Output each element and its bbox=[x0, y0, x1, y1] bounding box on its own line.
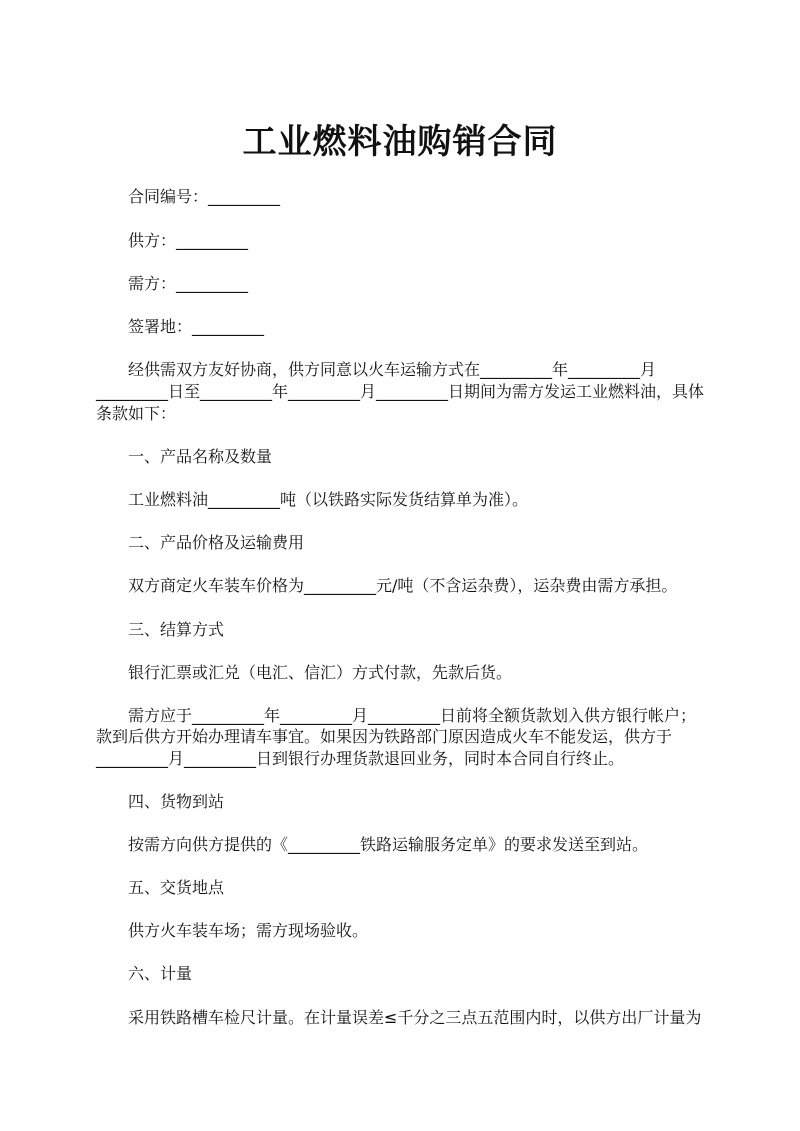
section-1-heading: 一、产品名称及数量 bbox=[128, 447, 273, 466]
contract-number-field: 合同编号：_________ bbox=[128, 187, 281, 206]
section-5-body: 供方火车装车场；需方现场验收。 bbox=[128, 921, 369, 940]
supplier-field: 供方：_________ bbox=[128, 231, 249, 250]
section-3-heading: 三、结算方式 bbox=[128, 620, 225, 639]
intro-line-2: _________日至_________年_________月_________日期间为需方发运工业燃料油，具体 bbox=[96, 382, 705, 401]
section-3-body-2-line-2: 款到后供方开始办理请车事宜。如果因为铁路部门原因造成火车不能发运，供方于 bbox=[96, 727, 673, 746]
section-3-body-2-line-3: _________月_________日到银行办理货款退回业务，同时本合同自行终止。 bbox=[96, 749, 625, 768]
intro-line-3: 条款如下： bbox=[96, 404, 177, 423]
buyer-field: 需方：_________ bbox=[128, 274, 249, 293]
page-title: 工业燃料油购销合同 bbox=[242, 122, 558, 162]
intro-line-1: 经供需双方友好协商，供方同意以火车运输方式在_________年_________月 bbox=[128, 360, 657, 379]
section-4-heading: 四、货物到站 bbox=[128, 792, 225, 811]
section-1-body: 工业燃料油_________吨（以铁路实际发货结算单为准）。 bbox=[128, 490, 529, 509]
section-3-body-2-line-1: 需方应于_________年_________月_________日前将全额货款划入供方银行帐户； bbox=[128, 706, 697, 725]
signing-place-field: 签署地：_________ bbox=[128, 317, 265, 336]
section-2-heading: 二、产品价格及运输费用 bbox=[128, 533, 305, 552]
section-4-body: 按需方向供方提供的《_________铁路运输服务定单》的要求发送至到站。 bbox=[128, 835, 649, 854]
section-5-heading: 五、交货地点 bbox=[128, 878, 225, 897]
section-3-body-1: 银行汇票或汇兑（电汇、信汇）方式付款，先款后货。 bbox=[128, 663, 513, 682]
section-2-body: 双方商定火车装车价格为_________元/吨（不含运杂费），运杂费由需方承担。 bbox=[128, 576, 678, 595]
section-6-body: 采用铁路槽车检尺计量。在计量误差≤千分之三点五范围内时，以供方出厂计量为 bbox=[128, 1008, 702, 1027]
section-6-heading: 六、计量 bbox=[128, 964, 193, 983]
